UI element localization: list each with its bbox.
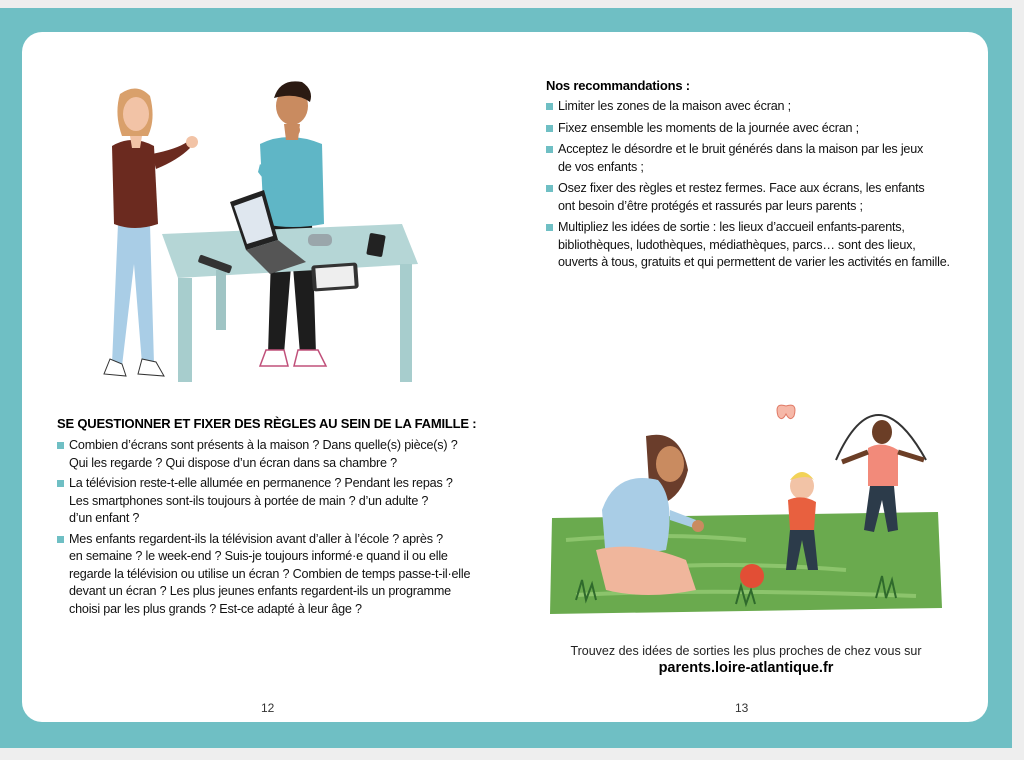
list-item: Limiter les zones de la maison avec écran ; — [546, 98, 976, 116]
left-heading: SE QUESTIONNER ET FIXER DES RÈGLES AU SEIN DE LA FAMILLE : — [57, 416, 477, 431]
list-item: Fixez ensemble les moments de la journée avec écran ; — [546, 120, 976, 138]
list-item: Combien d’écrans sont présents à la maison ? Dans quelle(s) pièce(s) ? Qui les regarde ? Qui dispose d’un écran dans sa chambre ? — [57, 437, 487, 472]
right-heading: Nos recommandations : — [546, 78, 690, 93]
outdoor-play-illustration — [546, 400, 946, 630]
list-item: Mes enfants regardent-ils la télévision avant d’aller à l’école ? après ? en semaine ? le week-end ? Suis-je toujours informé·e quand il ou elle regarde la télévision ou utilise un écran ? Combien de temps passe-t-il·elle devant un écran ? Les plus jeunes enfants regardent-ils un programme choisi par les plus grands ? Est-ce adapté à leur âge ? — [57, 531, 487, 619]
outings-footer-text: Trouvez des idées de sorties les plus proches de chez vous sur — [570, 644, 922, 658]
bullet-square — [546, 103, 553, 110]
bullet-square — [57, 536, 64, 543]
bullet-square — [546, 224, 553, 231]
gamepad-icon — [308, 234, 332, 246]
page-number-right: 13 — [735, 701, 749, 715]
list-item: Multipliez les idées de sortie : les lieux d’accueil enfants-parents, bibliothèques, ludothèques, médiathèques, parcs… sont des lieux, ouverts à tous, gratuits et qui permettent de varier les activités en famille. — [546, 219, 976, 272]
left-question-list — [57, 437, 487, 618]
bullet-square — [546, 146, 553, 153]
mother-figure — [596, 435, 704, 595]
bullet-square — [57, 480, 64, 487]
list-item: Osez fixer des règles et restez fermes. Face aux écrans, les enfants ont besoin d’être protégés et rassurés par leurs parents ; — [546, 180, 976, 215]
parents-website-link[interactable]: parents.loire-atlantique.fr — [658, 660, 834, 676]
page-number-left: 12 — [261, 701, 275, 715]
tablet-icon — [311, 262, 359, 291]
booklet-spread — [22, 32, 988, 722]
recommendations-list — [546, 98, 976, 272]
list-item: La télévision reste-t-elle allumée en permanence ? Pendant les repas ? Les smartphones sont-ils toujours à portée de main ? d’un adulte ? d’un enfant ? — [57, 475, 487, 528]
bullet-square — [546, 185, 553, 192]
butterfly-icon — [777, 405, 795, 418]
ball-icon — [740, 564, 764, 588]
list-item: Acceptez le désordre et le bruit générés dans la maison par les jeux de vos enfants ; — [546, 141, 976, 176]
bullet-square — [546, 125, 553, 132]
family-screens-illustration — [82, 74, 452, 394]
bullet-square — [57, 442, 64, 449]
